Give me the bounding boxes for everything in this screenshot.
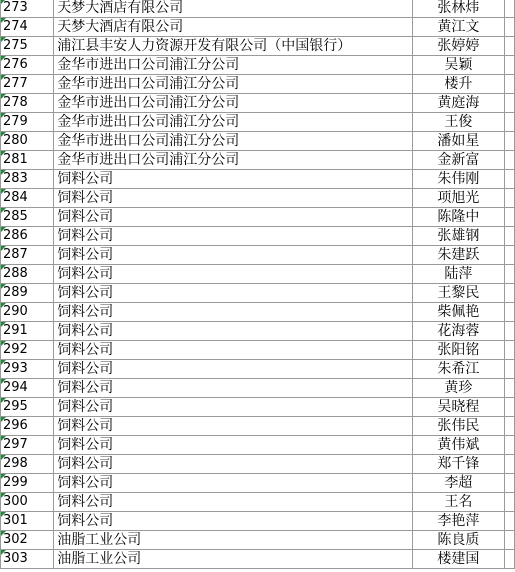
person-name-cell[interactable]: 金新富 <box>413 151 505 170</box>
empty-cell[interactable] <box>504 341 514 360</box>
row-number-cell[interactable]: 301 <box>1 512 54 531</box>
row-number-cell[interactable]: 277 <box>1 75 54 94</box>
row-number-cell[interactable]: 275 <box>1 37 54 56</box>
row-number-cell[interactable]: 292 <box>1 341 54 360</box>
person-name-cell[interactable]: 黄伟斌 <box>413 436 505 455</box>
empty-cell[interactable] <box>504 512 514 531</box>
table-row <box>1 360 515 379</box>
person-name-cell[interactable]: 黄珍 <box>413 379 505 398</box>
organization-cell[interactable]: 饲料公司 <box>54 341 413 360</box>
organization-cell[interactable]: 油脂工业公司 <box>54 550 413 569</box>
row-number-cell[interactable]: 273 <box>1 0 54 18</box>
table-row <box>1 37 515 56</box>
person-name-cell[interactable]: 张阳铭 <box>413 341 505 360</box>
person-name-cell[interactable]: 柴佩艳 <box>413 303 505 322</box>
person-name-cell[interactable]: 郑千锋 <box>413 455 505 474</box>
person-name-cell[interactable]: 朱建跃 <box>413 246 505 265</box>
organization-cell[interactable]: 饲料公司 <box>54 417 413 436</box>
organization-cell[interactable]: 饲料公司 <box>54 170 413 189</box>
table-row <box>1 113 515 132</box>
person-name-cell[interactable]: 项旭光 <box>413 189 505 208</box>
organization-cell[interactable]: 浦江县丰安人力资源开发有限公司（中国银行） <box>54 37 413 56</box>
empty-cell[interactable] <box>504 189 514 208</box>
organization-cell[interactable]: 饲料公司 <box>54 474 413 493</box>
table-row <box>1 56 515 75</box>
empty-cell[interactable] <box>504 113 514 132</box>
row-number-cell[interactable]: 286 <box>1 227 54 246</box>
row-number-cell[interactable]: 300 <box>1 493 54 512</box>
table-row <box>1 132 515 151</box>
table-row <box>1 493 515 512</box>
row-number-cell[interactable]: 284 <box>1 189 54 208</box>
organization-cell[interactable]: 饲料公司 <box>54 189 413 208</box>
table-row <box>1 550 515 569</box>
organization-cell[interactable]: 饲料公司 <box>54 246 413 265</box>
row-number-cell[interactable]: 297 <box>1 436 54 455</box>
row-number-cell[interactable]: 293 <box>1 360 54 379</box>
person-name-cell[interactable]: 李超 <box>413 474 505 493</box>
organization-cell[interactable]: 油脂工业公司 <box>54 531 413 550</box>
organization-cell[interactable]: 饲料公司 <box>54 227 413 246</box>
row-number-cell[interactable]: 279 <box>1 113 54 132</box>
person-name-cell[interactable]: 陆萍 <box>413 265 505 284</box>
person-name-cell[interactable]: 陈隆中 <box>413 208 505 227</box>
empty-cell[interactable] <box>504 246 514 265</box>
table-row <box>1 436 515 455</box>
empty-cell[interactable] <box>504 474 514 493</box>
table-row <box>1 227 515 246</box>
row-number-cell[interactable]: 288 <box>1 265 54 284</box>
table-row <box>1 341 515 360</box>
table-row <box>1 170 515 189</box>
empty-cell[interactable] <box>504 436 514 455</box>
row-number-cell[interactable]: 283 <box>1 170 54 189</box>
empty-cell[interactable] <box>504 322 514 341</box>
person-name-cell[interactable]: 黄庭海 <box>413 94 505 113</box>
person-name-cell[interactable]: 张婷婷 <box>413 37 505 56</box>
empty-cell[interactable] <box>504 227 514 246</box>
person-name-cell[interactable]: 吴颖 <box>413 56 505 75</box>
table-row <box>1 94 515 113</box>
empty-cell[interactable] <box>504 284 514 303</box>
table-body <box>1 0 515 569</box>
organization-cell[interactable]: 饲料公司 <box>54 284 413 303</box>
table-row <box>1 284 515 303</box>
table-row <box>1 455 515 474</box>
organization-cell[interactable]: 饲料公司 <box>54 360 413 379</box>
person-name-cell[interactable]: 李艳萍 <box>413 512 505 531</box>
table-row <box>1 322 515 341</box>
organization-cell[interactable]: 饲料公司 <box>54 512 413 531</box>
organization-cell[interactable]: 饲料公司 <box>54 379 413 398</box>
table-row <box>1 75 515 94</box>
row-number-cell[interactable]: 298 <box>1 455 54 474</box>
table-row <box>1 417 515 436</box>
organization-cell[interactable]: 金华市进出口公司浦江分公司 <box>54 132 413 151</box>
table-row <box>1 189 515 208</box>
table-row <box>1 0 515 18</box>
table-row <box>1 246 515 265</box>
empty-cell[interactable] <box>504 0 514 18</box>
empty-cell[interactable] <box>504 18 514 37</box>
person-name-cell[interactable]: 王黎民 <box>413 284 505 303</box>
row-number-cell[interactable]: 285 <box>1 208 54 227</box>
organization-cell[interactable]: 金华市进出口公司浦江分公司 <box>54 75 413 94</box>
empty-cell[interactable] <box>504 170 514 189</box>
organization-cell[interactable]: 饲料公司 <box>54 455 413 474</box>
table-row <box>1 303 515 322</box>
row-number-cell[interactable]: 276 <box>1 56 54 75</box>
empty-cell[interactable] <box>504 303 514 322</box>
person-name-cell[interactable]: 张雄钢 <box>413 227 505 246</box>
empty-cell[interactable] <box>504 550 514 569</box>
person-name-cell[interactable]: 潘如星 <box>413 132 505 151</box>
organization-cell[interactable]: 天梦大酒店有限公司 <box>54 18 413 37</box>
row-number-cell[interactable]: 294 <box>1 379 54 398</box>
person-name-cell[interactable]: 朱伟刚 <box>413 170 505 189</box>
organization-cell[interactable]: 金华市进出口公司浦江分公司 <box>54 56 413 75</box>
empty-cell[interactable] <box>504 360 514 379</box>
empty-cell[interactable] <box>504 379 514 398</box>
empty-cell[interactable] <box>504 37 514 56</box>
row-number-cell[interactable]: 287 <box>1 246 54 265</box>
organization-cell[interactable]: 饲料公司 <box>54 208 413 227</box>
empty-cell[interactable] <box>504 151 514 170</box>
empty-cell[interactable] <box>504 265 514 284</box>
row-number-cell[interactable]: 280 <box>1 132 54 151</box>
organization-cell[interactable]: 饲料公司 <box>54 436 413 455</box>
row-number-cell[interactable]: 290 <box>1 303 54 322</box>
person-name-cell[interactable]: 王俊 <box>413 113 505 132</box>
empty-cell[interactable] <box>504 75 514 94</box>
table-row <box>1 531 515 550</box>
empty-cell[interactable] <box>504 132 514 151</box>
empty-cell[interactable] <box>504 417 514 436</box>
table-row <box>1 265 515 284</box>
organization-cell[interactable]: 饲料公司 <box>54 265 413 284</box>
row-number-cell[interactable]: 302 <box>1 531 54 550</box>
row-number-cell[interactable]: 291 <box>1 322 54 341</box>
empty-cell[interactable] <box>504 56 514 75</box>
empty-cell[interactable] <box>504 531 514 550</box>
organization-cell[interactable]: 饲料公司 <box>54 493 413 512</box>
row-number-cell[interactable]: 274 <box>1 18 54 37</box>
organization-cell[interactable]: 饲料公司 <box>54 398 413 417</box>
row-number-cell[interactable]: 303 <box>1 550 54 569</box>
organization-cell[interactable]: 金华市进出口公司浦江分公司 <box>54 113 413 132</box>
empty-cell[interactable] <box>504 398 514 417</box>
row-number-cell[interactable]: 295 <box>1 398 54 417</box>
person-name-cell[interactable]: 黄江文 <box>413 18 505 37</box>
row-number-cell[interactable]: 278 <box>1 94 54 113</box>
person-name-cell[interactable]: 朱希江 <box>413 360 505 379</box>
person-name-cell[interactable]: 陈良质 <box>413 531 505 550</box>
row-number-cell[interactable]: 299 <box>1 474 54 493</box>
table-row <box>1 208 515 227</box>
table-row <box>1 474 515 493</box>
person-name-cell[interactable]: 楼升 <box>413 75 505 94</box>
empty-cell[interactable] <box>504 94 514 113</box>
row-number-cell[interactable]: 289 <box>1 284 54 303</box>
table-row <box>1 379 515 398</box>
organization-cell[interactable]: 天梦大酒店有限公司 <box>54 0 413 18</box>
person-name-cell[interactable]: 楼建国 <box>413 550 505 569</box>
person-name-cell[interactable]: 张林炜 <box>413 0 505 18</box>
organization-cell[interactable]: 饲料公司 <box>54 303 413 322</box>
empty-cell[interactable] <box>504 208 514 227</box>
row-number-cell[interactable]: 281 <box>1 151 54 170</box>
empty-cell[interactable] <box>504 493 514 512</box>
table-row <box>1 151 515 170</box>
organization-cell[interactable]: 饲料公司 <box>54 322 413 341</box>
table-row <box>1 18 515 37</box>
person-name-cell[interactable]: 花海蓉 <box>413 322 505 341</box>
person-name-cell[interactable]: 王名 <box>413 493 505 512</box>
person-name-cell[interactable]: 吴晓程 <box>413 398 505 417</box>
organization-cell[interactable]: 金华市进出口公司浦江分公司 <box>54 151 413 170</box>
empty-cell[interactable] <box>504 455 514 474</box>
person-name-cell[interactable]: 张伟民 <box>413 417 505 436</box>
table-row <box>1 512 515 531</box>
organization-cell[interactable]: 金华市进出口公司浦江分公司 <box>54 94 413 113</box>
row-number-cell[interactable]: 296 <box>1 417 54 436</box>
table-row <box>1 398 515 417</box>
